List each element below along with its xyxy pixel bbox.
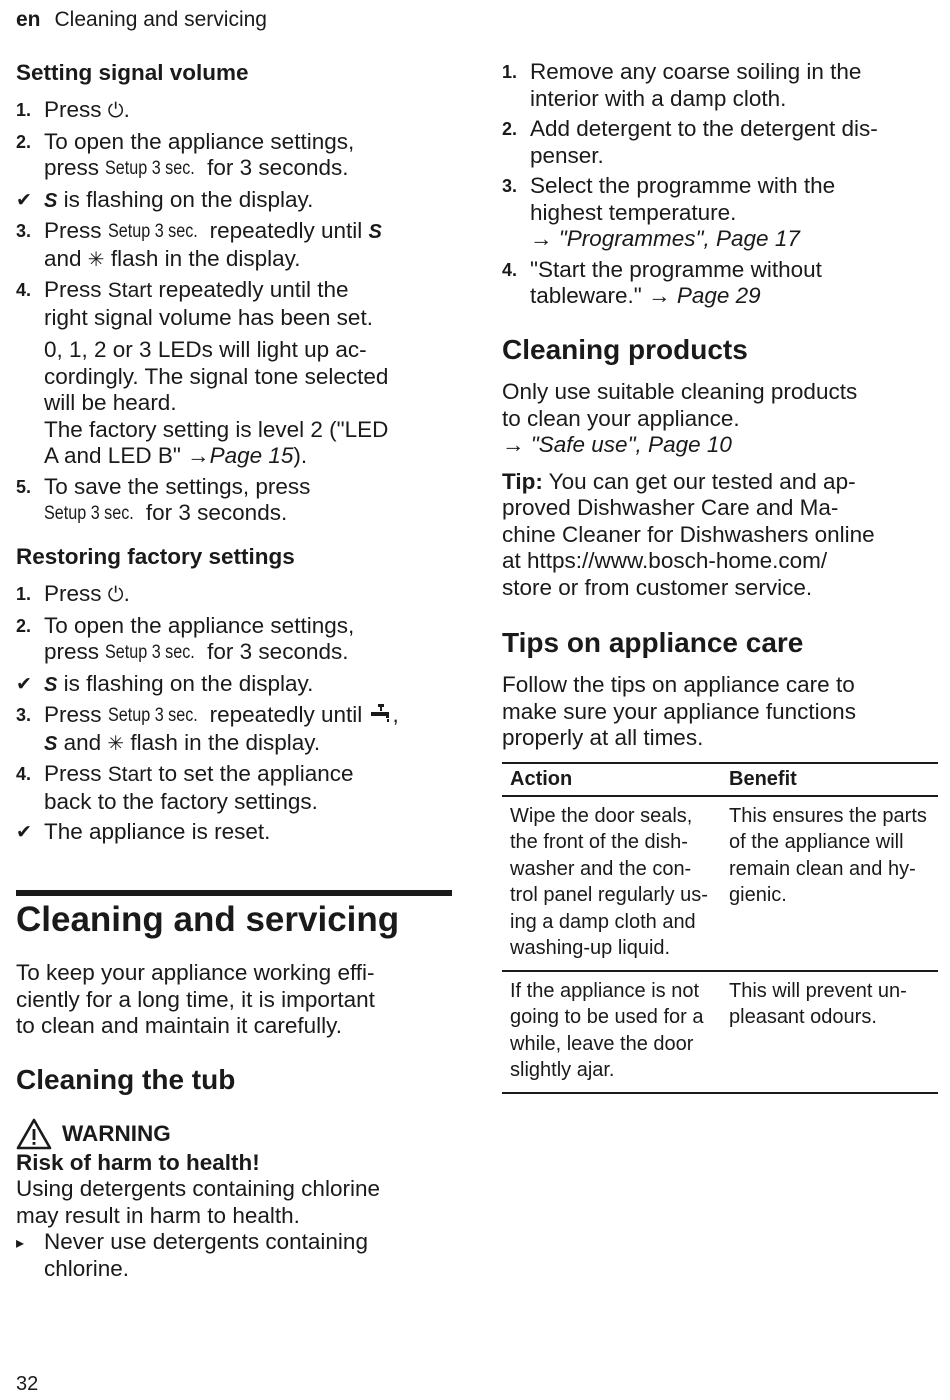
signal-symbol-icon: S (44, 189, 58, 212)
sv-result-1: ✔ S is flashing on the display. (16, 187, 452, 215)
section-divider (16, 890, 452, 896)
running-header (16, 8, 267, 32)
signal-symbol-icon: S (44, 673, 58, 696)
factory-heading: Restoring factory settings (16, 544, 295, 569)
language-code: en (16, 8, 41, 31)
care-table (502, 762, 938, 1094)
table-row (502, 971, 938, 1093)
setup-button-label: Setup 3 sec. (44, 503, 134, 524)
tip-text: Tip: You can get our tested and ap- proved Dishwasher Care and Ma- chine Cleaner for Dishwashers online at https://www.bosch-home.com/ store or from customer service. (502, 468, 875, 600)
triangle-bullet-icon: ▸ (16, 1235, 25, 1252)
warning-title: Risk of harm to health! (16, 1149, 260, 1175)
tub-step-3: 3. Select the programme with the highest temperature. → "Programmes", Page 17 (502, 173, 836, 251)
warning-triangle-icon (16, 1118, 52, 1150)
warning-label-row: WARNING (16, 1118, 452, 1150)
table-cell-benefit: This ensures the parts of the appliance will remain clean and hy- gienic. (721, 796, 938, 971)
products-section (502, 334, 938, 601)
sv-step-2: 2. To open the appliance settings, press Setup 3 sec. for 3 seconds. (16, 129, 452, 183)
table-header-row (502, 763, 938, 796)
warning-text: Using detergents containing chlorine may result in harm to health. (16, 1176, 380, 1228)
signal-symbol-icon: S (368, 221, 382, 243)
check-icon: ✔ (16, 673, 32, 695)
warning-box (16, 1118, 452, 1283)
fs-result-1: ✔ S is flashing on the display. (16, 671, 452, 699)
table-cell-benefit: This will prevent un- pleasant odours. (721, 971, 938, 1093)
factory-section (16, 544, 452, 846)
setup-button-label: Setup 3 sec. (107, 705, 198, 726)
tip-label: Tip: (502, 468, 543, 494)
sun-icon: ✳ (107, 732, 125, 755)
fs-step-3: 3. Press Setup 3 sec. repeatedly until , S and ✳ flash in the display. (16, 702, 452, 757)
care-section (502, 627, 938, 1094)
care-heading: Tips on appliance care (502, 627, 804, 658)
tub-step-2: 2. Add detergent to the detergent dis- penser. (502, 116, 878, 168)
table-header-benefit: Benefit (721, 763, 938, 796)
arrow-icon: → (648, 283, 671, 308)
tub-heading: Cleaning the tub (16, 1063, 236, 1095)
check-icon: ✔ (16, 189, 32, 211)
fs-result-2: ✔ The appliance is reset. (16, 819, 452, 846)
signal-volume-section (16, 60, 452, 528)
products-heading: Cleaning products (502, 334, 748, 365)
tub-step-1: 1. Remove any coarse soiling in the interior with a damp cloth. (502, 59, 862, 111)
tub-steps (502, 59, 938, 310)
page-number: 32 (16, 1373, 39, 1395)
arrow-icon: → (187, 443, 210, 468)
table-cell-action: Wipe the door seals, the front of the dish- washer and the con- trol panel regularly us- ing a damp cloth and washing-up liquid. (502, 796, 721, 971)
tub-step-4: 4. "Start the programme without tableware." → Page 29 (502, 256, 822, 308)
power-icon: ⏻ (107, 584, 124, 606)
signal-volume-heading: Setting signal volume (16, 60, 249, 85)
check-icon: ✔ (16, 822, 32, 843)
warning-instruction: ▸ Never use detergents containing chlorine. (16, 1229, 368, 1281)
safe-use-link[interactable]: "Safe use", Page 10 (530, 432, 732, 457)
page-link[interactable]: Page 15 (209, 443, 294, 468)
power-icon: ⏻ (107, 100, 124, 122)
page-link[interactable]: Page 29 (676, 283, 761, 308)
fs-step-2: 2. To open the appliance settings, press Setup 3 sec. for 3 seconds. (16, 613, 452, 667)
products-text: Only use suitable cleaning products to clean your appliance. → "Safe use", Page 10 (502, 379, 858, 457)
arrow-icon: → (530, 226, 553, 251)
sv-step-1: 1. Press ⏻. (16, 97, 452, 125)
servicing-section (16, 900, 452, 1282)
sv-step-3: 3. Press Setup 3 sec. repeatedly until S and ✳ flash in the display. (16, 218, 452, 273)
start-button-label: Start (107, 763, 153, 786)
signal-symbol-icon: S (44, 732, 58, 755)
header-title: Cleaning and servicing (54, 8, 267, 31)
water-tap-icon (369, 704, 393, 724)
setup-button-label: Setup 3 sec. (105, 158, 196, 179)
programmes-link[interactable]: "Programmes", Page 17 (558, 226, 800, 251)
servicing-intro: To keep your appliance working effi- ciently for a long time, it is important to clean and maintain it carefully. (16, 960, 375, 1038)
table-cell-action: If the appliance is not going to be used for a while, leave the door slightly ajar. (502, 971, 721, 1093)
fs-step-4: 4. Press Start to set the appliance back to the factory settings. (16, 761, 354, 814)
care-intro: Follow the tips on appliance care to make sure your appliance functions properly at all times. (502, 672, 856, 750)
sv-step-5: 5. To save the settings, press Setup 3 sec. for 3 seconds. (16, 474, 452, 528)
start-button-label: Start (107, 279, 153, 302)
table-row (502, 796, 938, 971)
sv-step-4: 4. Press Start repeatedly until the right signal volume has been set. 0, 1, 2 or 3 LEDs will light up ac- cordingly. The signal tone selected will be heard. The factory setting is level 2 ("LED A and LED B" →Page 15). (16, 277, 389, 468)
setup-button-label: Setup 3 sec. (105, 642, 196, 663)
table-header-action: Action (502, 763, 721, 796)
sun-icon: ✳ (87, 248, 105, 271)
servicing-heading: Cleaning and servicing (16, 900, 400, 939)
arrow-icon: → (502, 432, 525, 457)
fs-step-1: 1. Press ⏻. (16, 581, 452, 609)
setup-button-label: Setup 3 sec. (107, 221, 198, 242)
